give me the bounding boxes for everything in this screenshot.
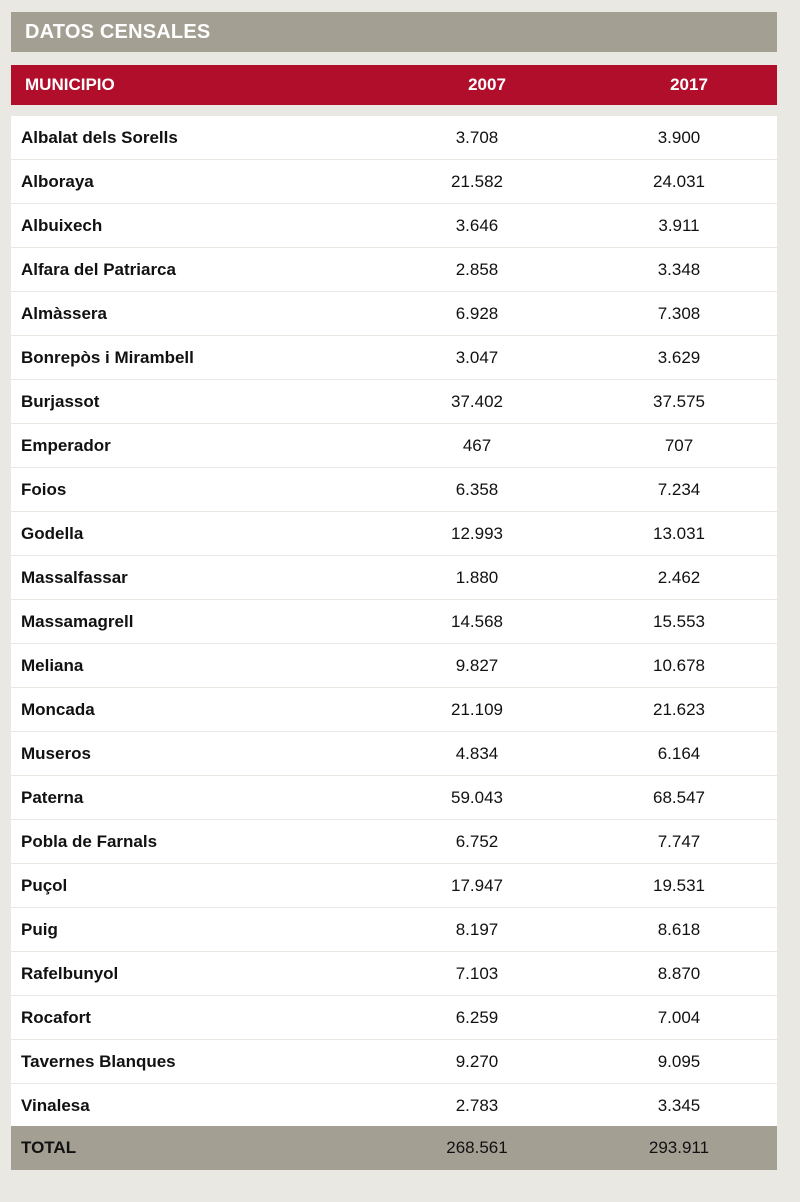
municipio-cell: Massamagrell	[21, 612, 134, 631]
value-2007-cell: 9.827	[455, 656, 499, 675]
municipio-cell: Albuixech	[21, 216, 103, 235]
table-row	[11, 688, 777, 731]
value-2007-cell: 6.752	[455, 832, 499, 851]
municipio-cell: Foios	[21, 480, 67, 499]
value-2017-cell: 21.623	[653, 700, 705, 719]
total-2007: 268.561	[446, 1138, 508, 1157]
value-2007-cell: 12.993	[451, 524, 503, 543]
municipio-cell: Tavernes Blanques	[21, 1052, 176, 1071]
table-row	[11, 1040, 777, 1083]
municipio-cell: Godella	[21, 524, 84, 543]
municipio-cell: Pobla de Farnals	[21, 832, 158, 851]
value-2007-cell: 6.928	[455, 304, 499, 323]
header-2007: 2007	[468, 75, 506, 94]
value-2017-cell: 3.911	[658, 216, 700, 235]
value-2007-cell: 3.646	[455, 216, 499, 235]
value-2017-cell: 9.095	[657, 1052, 701, 1071]
table-row	[11, 424, 777, 467]
value-2017-cell: 8.870	[657, 964, 701, 983]
municipio-cell: Paterna	[21, 788, 84, 807]
value-2007-cell: 21.109	[451, 700, 503, 719]
table-row	[11, 1084, 777, 1127]
header-2017: 2017	[670, 75, 708, 94]
table-row	[11, 600, 777, 643]
value-2017-cell: 7.004	[657, 1008, 701, 1027]
value-2007-cell: 8.197	[455, 920, 499, 939]
table-row	[11, 864, 777, 907]
municipio-cell: Albalat dels Sorells	[21, 128, 178, 147]
total-2017: 293.911	[648, 1138, 710, 1157]
value-2007-cell: 9.270	[455, 1052, 499, 1071]
table-row	[11, 820, 777, 863]
value-2017-cell: 3.345	[657, 1096, 701, 1115]
table-row	[11, 908, 777, 951]
value-2017-cell: 24.031	[653, 172, 705, 191]
municipio-cell: Moncada	[21, 700, 95, 719]
table-row	[11, 512, 777, 555]
table-row	[11, 468, 777, 511]
value-2017-cell: 37.575	[653, 392, 705, 411]
table-row	[11, 952, 777, 995]
municipio-cell: Museros	[21, 744, 91, 763]
value-2007-cell: 1.880	[455, 568, 499, 587]
municipio-cell: Massalfassar	[21, 568, 128, 587]
value-2007-cell: 14.568	[451, 612, 503, 631]
value-2017-cell: 68.547	[653, 788, 705, 807]
value-2017-cell: 3.348	[657, 260, 701, 279]
table-row	[11, 336, 777, 379]
municipio-cell: Meliana	[21, 656, 84, 675]
municipio-cell: Alboraya	[21, 172, 94, 191]
value-2017-cell: 6.164	[657, 744, 701, 763]
table-row	[11, 996, 777, 1039]
table-body	[11, 116, 777, 1127]
value-2007-cell: 3.708	[455, 128, 499, 147]
value-2007-cell: 37.402	[451, 392, 503, 411]
total-row	[11, 1126, 777, 1170]
table-row	[11, 644, 777, 687]
municipio-cell: Rafelbunyol	[21, 964, 119, 983]
value-2017-cell: 13.031	[653, 524, 705, 543]
value-2007-cell: 4.834	[455, 744, 499, 763]
municipio-cell: Emperador	[21, 436, 111, 455]
total-label: TOTAL	[21, 1138, 77, 1157]
table-row	[11, 556, 777, 599]
table-row	[11, 776, 777, 819]
value-2007-cell: 2.783	[455, 1096, 499, 1115]
value-2017-cell: 7.234	[657, 480, 701, 499]
municipio-cell: Vinalesa	[21, 1096, 90, 1115]
table-row	[11, 204, 777, 247]
municipio-cell: Almàssera	[21, 304, 108, 323]
value-2007-cell: 21.582	[451, 172, 503, 191]
value-2007-cell: 6.259	[455, 1008, 499, 1027]
value-2007-cell: 2.858	[455, 260, 499, 279]
municipio-cell: Puig	[21, 920, 58, 939]
municipio-cell: Rocafort	[21, 1008, 91, 1027]
municipio-cell: Puçol	[21, 876, 68, 895]
value-2007-cell: 17.947	[451, 876, 503, 895]
table-row	[11, 116, 777, 159]
value-2017-cell: 2.462	[657, 568, 701, 587]
table-row	[11, 732, 777, 775]
value-2017-cell: 707	[664, 436, 694, 455]
value-2017-cell: 15.553	[653, 612, 705, 631]
municipio-cell: Bonrepòs i Mirambell	[21, 348, 194, 367]
value-2007-cell: 6.358	[455, 480, 499, 499]
table-header	[11, 65, 777, 105]
value-2007-cell: 467	[462, 436, 492, 455]
value-2007-cell: 7.103	[455, 964, 499, 983]
value-2017-cell: 7.308	[657, 304, 701, 323]
municipio-cell: Alfara del Patriarca	[21, 260, 176, 279]
value-2017-cell: 10.678	[653, 656, 705, 675]
header-municipio: MUNICIPIO	[25, 75, 115, 94]
value-2007-cell: 3.047	[455, 348, 499, 367]
table-row	[11, 292, 777, 335]
value-2017-cell: 7.747	[657, 832, 701, 851]
table-row	[11, 160, 777, 203]
value-2017-cell: 19.531	[653, 876, 705, 895]
value-2007-cell: 59.043	[451, 788, 503, 807]
value-2017-cell: 8.618	[657, 920, 701, 939]
table-row	[11, 380, 777, 423]
value-2017-cell: 3.629	[657, 348, 701, 367]
table-row	[11, 248, 777, 291]
table-title: DATOS CENSALES	[11, 12, 777, 52]
municipio-cell: Burjassot	[21, 392, 100, 411]
value-2017-cell: 3.900	[657, 128, 701, 147]
